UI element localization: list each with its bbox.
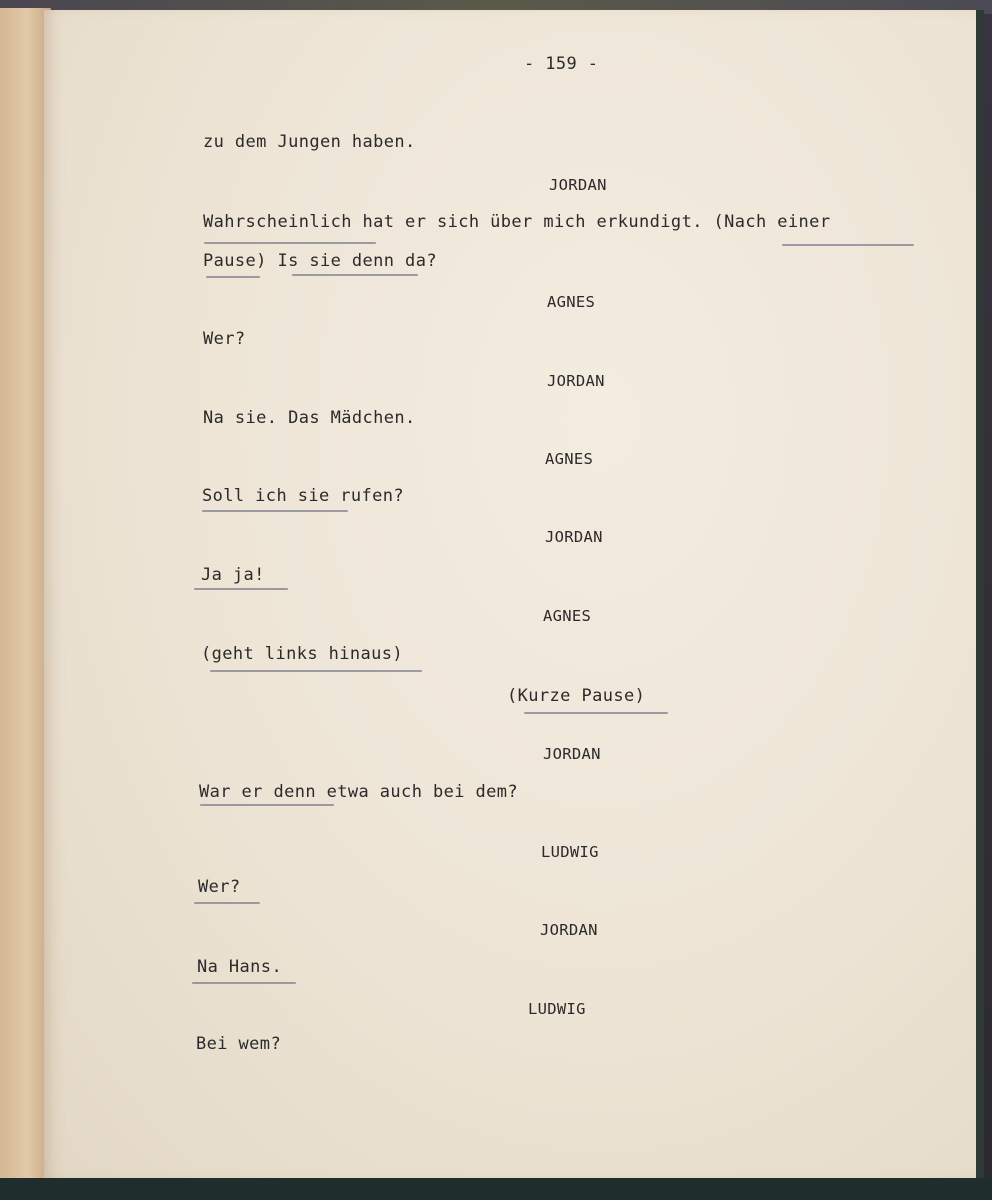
pencil-underline [210, 670, 422, 672]
dialogue-line: Na sie. Das Mädchen. [203, 408, 416, 428]
pencil-underline [782, 244, 914, 246]
speaker-name: LUDWIG [528, 1000, 586, 1018]
speaker-name: JORDAN [547, 372, 605, 390]
pencil-underline [194, 588, 288, 590]
pencil-underline [200, 804, 334, 806]
speaker-name: JORDAN [545, 528, 603, 546]
pencil-underline [524, 712, 668, 714]
dialogue-line: Soll ich sie rufen? [202, 486, 405, 506]
dialogue-line: Wer? [203, 329, 246, 349]
dialogue-line: Ja ja! [201, 565, 265, 585]
speaker-name: AGNES [545, 450, 594, 468]
dialogue-line: zu dem Jungen haben. [203, 132, 416, 152]
speaker-name: AGNES [543, 607, 592, 625]
speaker-name: LUDWIG [541, 843, 599, 861]
pencil-underline [202, 510, 348, 512]
dialogue-line: War er denn etwa auch bei dem? [199, 782, 519, 802]
typescript-page [44, 10, 976, 1178]
speaker-name: JORDAN [543, 745, 601, 763]
speaker-name: JORDAN [549, 176, 607, 194]
dialogue-line: Pause) Is sie denn da? [203, 251, 437, 271]
page-number: - 159 - [524, 54, 599, 74]
speaker-name: JORDAN [540, 921, 598, 939]
stage-direction: (geht links hinaus) [201, 644, 404, 664]
pencil-underline [292, 274, 418, 276]
dialogue-line: Bei wem? [196, 1034, 282, 1054]
stage-direction: (Kurze Pause) [507, 686, 646, 706]
dialogue-line: Wahrscheinlich hat er sich über mich erkundigt. (Nach einer [203, 212, 831, 232]
pencil-underline [204, 242, 376, 244]
book-bottom-edge [0, 1178, 992, 1200]
pencil-underline [192, 982, 296, 984]
dialogue-line: Na Hans. [197, 957, 283, 977]
dialogue-line: Wer? [198, 877, 241, 897]
speaker-name: AGNES [547, 293, 596, 311]
pencil-underline [194, 902, 260, 904]
pencil-underline [206, 276, 260, 278]
